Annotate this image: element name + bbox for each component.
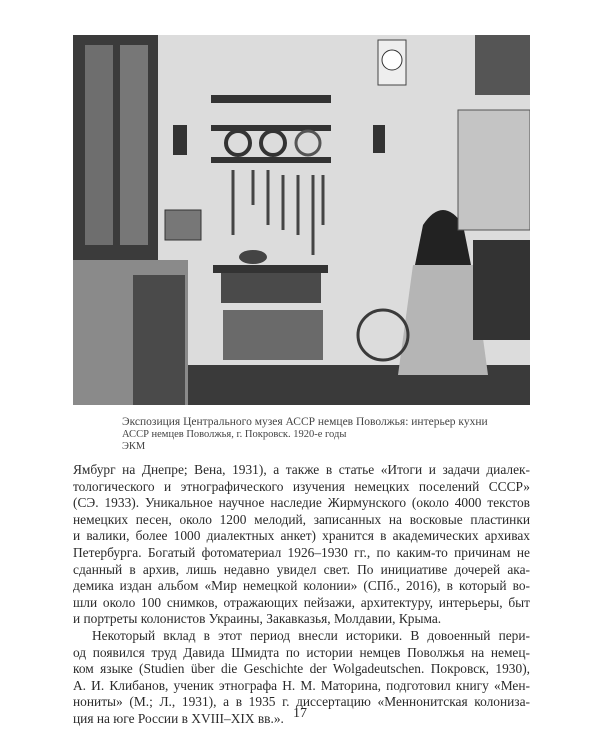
caption-place-date: АССР немцев Поволжья, г. Покровск. 1920-е годы [122,428,347,440]
text-line: нониты» (М.; Л., 1931), а в 1935 г. диссертацию «Меннонитская колониза- [73,694,530,710]
body-text [73,462,530,728]
kitchen-interior-image [73,35,530,405]
text-line: тологического и этнографического изучения немецких поселений СССР» [73,478,530,494]
paragraph-1 [73,462,530,628]
caption-title: Экспозиция Центрального музея АССР немцев Поволжья: интерьер кухни [122,416,488,428]
museum-kitchen-photo [73,35,530,405]
text-line: Петербурга. Богатый фотоматериал 1926–1930 гг., по каким-то причинам не [73,544,530,560]
text-line: ком языке (Studien über die Geschichte der Wolgadeutschen. Покровск, 1930), [73,661,530,677]
text-line: и портреты колонистов Украины, Закавказья, Молдавии, Крыма. [73,611,442,627]
text-line: (СЭ. 1933). Уникальное научное наследие Жирмунского (около 4000 текстов [73,495,530,511]
text-line: ция на юге России в XVIII–XIX вв.». [73,710,284,726]
text-line: и валики, более 1000 диалектных анкет) хранится в академических архивах [73,528,530,544]
text-line: од появился труд Давида Шмидта по истории немцев Поволжья на немец- [73,644,530,660]
text-line: Ямбург на Днепре; Вена, 1931), а также в статье «Итоги и задачи диалек- [73,462,530,477]
text-line: немецких песен, около 1200 мелодий, записанных на восковые пластинки [73,511,530,527]
text-line: сданный в архив, лишь недавно увидел свет. По инициативе дочерей ака- [73,561,530,577]
text-line: Некоторый вклад в этот период внесли историки. В довоенный пери- [92,627,530,643]
text-line: А. И. Клибанов, ученик этнографа Н. М. Маторина, подготовил книгу «Мен- [73,677,530,693]
caption-source: ЭКМ [122,441,146,452]
text-line: демика издан альбом «Мир немецкой колонии» (СПб., 2016), в который во- [73,578,530,594]
text-line: шли около 100 снимков, отражающих пейзажи, архитектуру, интерьеры, быт [73,594,530,610]
figure-caption [122,416,542,454]
page-number: 17 [293,706,307,721]
